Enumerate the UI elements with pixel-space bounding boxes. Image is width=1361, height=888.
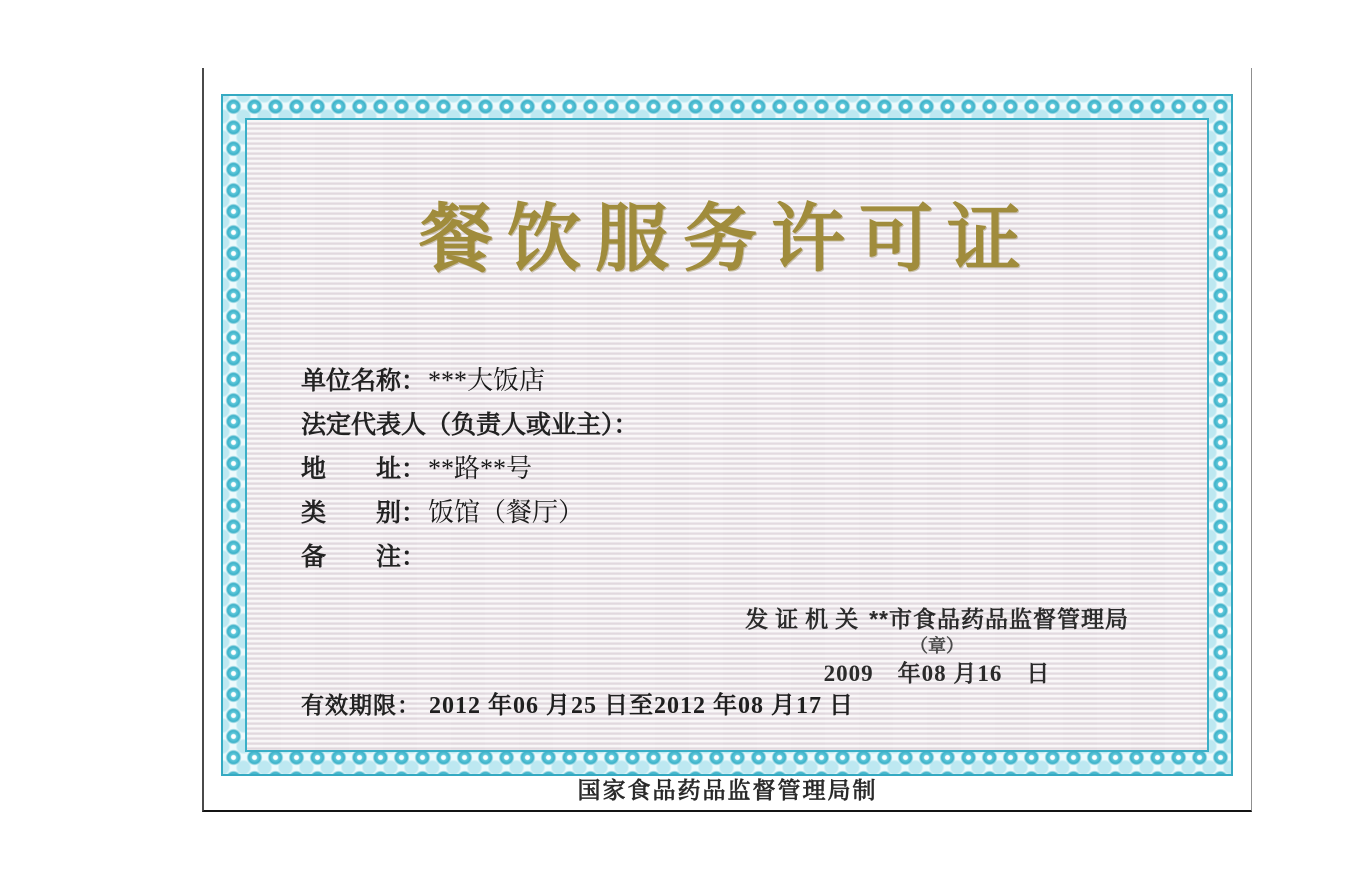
validity-label: 有效期限： — [301, 692, 421, 718]
issuer-authority: **市食品药品监督管理局 — [869, 606, 1129, 632]
field-label: 类 别： — [301, 499, 427, 527]
field-label: 备 注： — [301, 543, 427, 571]
issuer-line — [745, 606, 1129, 633]
field-label: 地 址： — [301, 455, 427, 483]
issuer-section — [745, 606, 1129, 687]
validity-value: 2012 年06 月25 日至2012 年08 月17 日 — [429, 693, 854, 719]
issuer-label: 发证机关 — [745, 606, 866, 632]
issuer-seal: （章） — [910, 636, 965, 656]
field-row-legal-representative — [301, 410, 641, 440]
certificate-body — [245, 118, 1209, 752]
field-row-remarks — [301, 542, 641, 572]
field-row-address — [301, 454, 641, 484]
field-value: **路**号 — [428, 454, 533, 483]
fields-section — [301, 366, 641, 586]
field-row-category — [301, 498, 641, 528]
field-row-unit-name — [301, 366, 641, 396]
field-value: 饭馆（餐厅） — [428, 498, 585, 527]
certificate-title: 餐饮服务许可证 — [419, 197, 1035, 280]
certificate-outer-frame — [202, 68, 1252, 812]
certificate-footer: 国家食品药品监督管理局制 — [577, 777, 878, 803]
issue-date: 2009 年08 月16 日 — [823, 661, 1051, 686]
field-label: 法定代表人（负责人或业主）： — [301, 411, 639, 439]
validity-row — [301, 690, 854, 724]
field-label: 单位名称： — [301, 367, 427, 395]
field-value: ***大饭店 — [428, 366, 546, 395]
decorative-border — [221, 94, 1233, 776]
